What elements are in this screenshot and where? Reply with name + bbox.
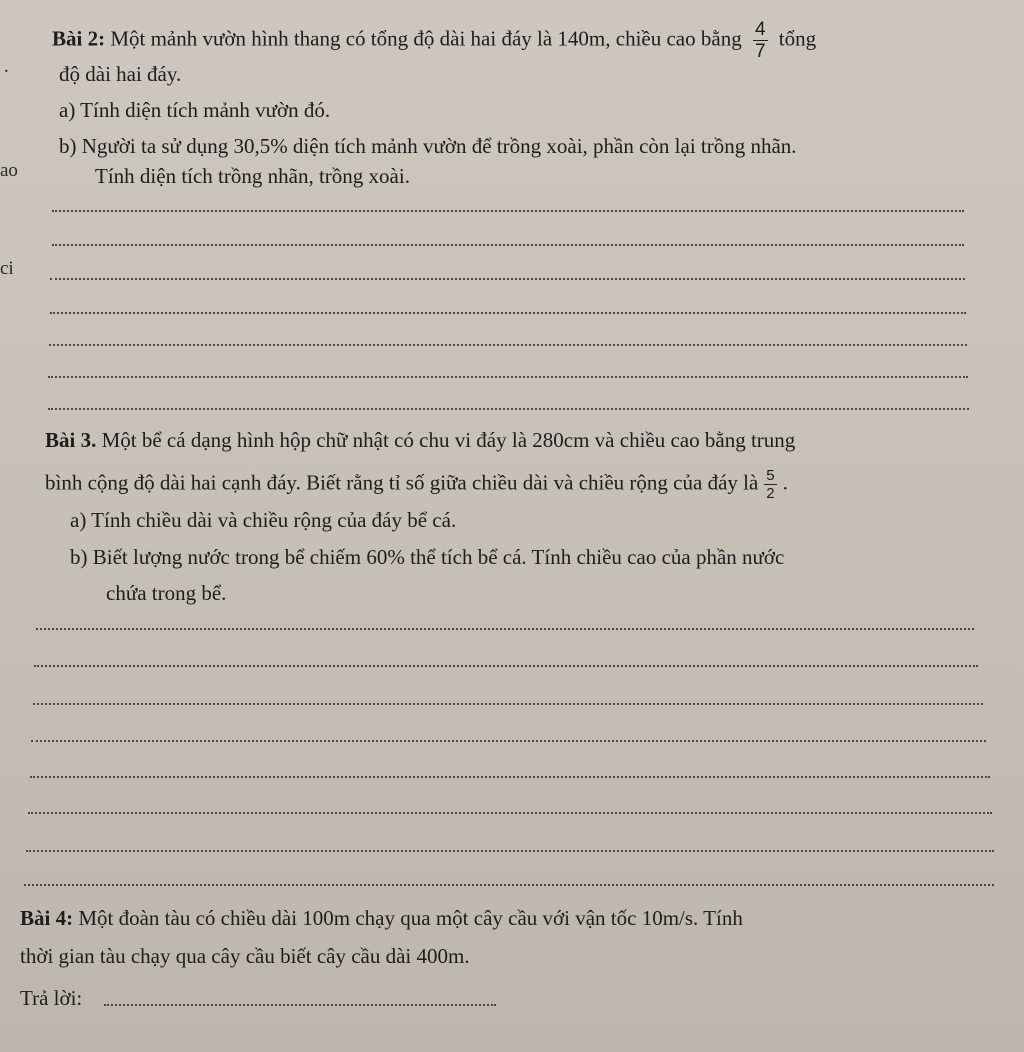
answer-line[interactable] bbox=[24, 884, 994, 886]
bai3-part-b-cont: chứa trong bể. bbox=[106, 581, 227, 605]
bai3-part-a: a) Tính chiều dài và chiều rộng của đáy bể cá. bbox=[70, 508, 457, 532]
bai2-title: Bài 2: bbox=[52, 26, 106, 51]
fraction-numerator: 4 bbox=[754, 19, 766, 40]
bai2-line2: độ dài hai đáy. bbox=[59, 62, 182, 86]
bai2-part-b-cont: Tính diện tích trồng nhãn, trồng xoài. bbox=[95, 164, 410, 188]
bai3-line2-end: . bbox=[782, 470, 788, 495]
bai2-part-b: b) Người ta sử dụng 30,5% diện tích mảnh vườn để trồng xoài, phần còn lại trồng nhãn. bbox=[59, 134, 797, 158]
bai4-line2: thời gian tàu chạy qua cây cầu biết cây cầu dài 400m. bbox=[20, 944, 470, 968]
answer-line[interactable] bbox=[28, 812, 992, 814]
answer-line[interactable] bbox=[52, 244, 964, 246]
bai3-part-b: b) Biết lượng nước trong bể chiếm 60% thể tích bể cá. Tính chiều cao của phần nước bbox=[70, 545, 785, 569]
bai3-title: Bài 3. bbox=[45, 428, 97, 452]
fraction-numerator: 5 bbox=[766, 467, 775, 484]
bai3-line1 bbox=[45, 430, 795, 451]
answer-line[interactable] bbox=[31, 740, 986, 742]
bai4-answer-label: Trả lời: bbox=[20, 986, 83, 1010]
margin-fragment: ao bbox=[0, 160, 18, 181]
margin-fragment: . bbox=[4, 56, 9, 77]
answer-line[interactable] bbox=[30, 776, 990, 778]
bai2-fraction bbox=[753, 20, 768, 61]
bai2-intro-end: tổng bbox=[778, 26, 817, 51]
answer-line[interactable] bbox=[48, 376, 968, 378]
answer-line[interactable] bbox=[50, 278, 965, 280]
bai4-title: Bài 4: bbox=[20, 906, 74, 930]
answer-line[interactable] bbox=[36, 628, 974, 630]
bai2-part-a: a) Tính diện tích mảnh vườn đó. bbox=[59, 98, 331, 122]
margin-fragment: ci bbox=[0, 258, 14, 279]
answer-line[interactable] bbox=[50, 312, 966, 314]
answer-line[interactable] bbox=[34, 665, 978, 667]
answer-line[interactable] bbox=[52, 210, 964, 212]
bai3-line2 bbox=[45, 468, 788, 501]
fraction-denominator: 7 bbox=[754, 41, 766, 62]
fraction-denominator: 2 bbox=[766, 485, 775, 502]
bai2-line1 bbox=[52, 20, 816, 61]
bai3-fraction bbox=[764, 468, 776, 501]
bai4-intro: Một đoàn tàu có chiều dài 100m chạy qua một cây cầu với vận tốc 10m/s. Tính bbox=[78, 906, 743, 930]
answer-line[interactable] bbox=[33, 703, 983, 705]
bai3-intro: Một bể cá dạng hình hộp chữ nhật có chu vi đáy là 280cm và chiều cao bằng trung bbox=[101, 428, 796, 452]
answer-line[interactable] bbox=[49, 344, 967, 346]
answer-line[interactable] bbox=[26, 850, 994, 852]
bai2-intro: Một mảnh vườn hình thang có tổng độ dài hai đáy là 140m, chiều cao bằng bbox=[110, 26, 742, 51]
answer-line[interactable] bbox=[48, 408, 969, 410]
bai4-line1 bbox=[20, 908, 743, 929]
answer-line[interactable] bbox=[104, 1004, 496, 1006]
bai3-line2-text: bình cộng độ dài hai cạnh đáy. Biết rằng tỉ số giữa chiều dài và chiều rộng của đáy là bbox=[45, 470, 759, 495]
